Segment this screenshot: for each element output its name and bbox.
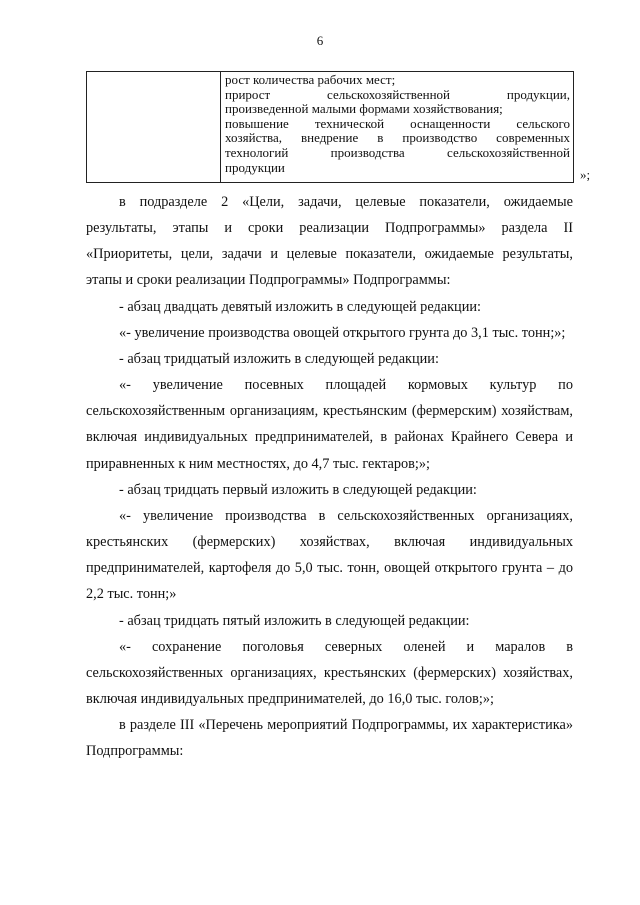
paragraph: «- увеличение производства в сельскохозяйственных организациях, крестьянских (фермерских) хозяйствах, включая индивидуальных предпринимателей, картофеля до 5,0 тыс. тонн, овощей открытого грунта – до 2,2 тыс. тонн;» [86, 507, 573, 603]
paragraph: «- увеличение посевных площадей кормовых культур по сельскохозяйственным организациям, крестьянским (фермерским) хозяйствам, включая индивидуальных предпринимателей, в районах Крайнего Севера и приравненных к ним местностях, до 4,7 тыс. гектаров;»; [86, 377, 573, 472]
table-line: произведенной малыми формами хозяйствования; [225, 101, 503, 117]
paragraph: в подразделе 2 «Цели, задачи, целевые показатели, ожидаемые результаты, этапы и сроки реализации Подпрограммы» раздела II «Приоритеты, цели, задачи и целевые показатели, ожидаемые результаты, этапы и сроки реализации Подпрограммы» Подпрограммы: [86, 194, 573, 289]
program-table [86, 71, 574, 183]
table-closing-quote: »; [580, 167, 591, 182]
table-line: хозяйства, внедрение в производство современных [225, 130, 570, 146]
table-results-cell [225, 73, 570, 175]
page-number: 6 [316, 33, 324, 48]
paragraph: - абзац двадцать девятый изложить в следующей редакции: [119, 298, 481, 315]
table-column-divider [220, 72, 221, 182]
table-line: продукции [225, 159, 285, 175]
document-body [86, 189, 573, 764]
paragraph: - абзац тридцать пятый изложить в следующей редакции: [119, 612, 470, 629]
paragraph: «- увеличение производства овощей открытого грунта до 3,1 тыс. тонн;»; [119, 324, 566, 341]
table-line: повышение технической оснащенности сельского [225, 115, 570, 131]
table-line: прирост сельскохозяйственной продукции, [225, 86, 570, 102]
paragraph: - абзац тридцать первый изложить в следующей редакции: [119, 481, 477, 498]
table-line: рост количества рабочих мест; [225, 72, 396, 87]
paragraph: в разделе III «Перечень мероприятий Подпрограммы, их характеристика» Подпрограммы: [86, 717, 573, 760]
table-line: технологий производства сельскохозяйственной [225, 144, 570, 160]
paragraph: «- сохранение поголовья северных оленей и маралов в сельскохозяйственных организациях, крестьянских (фермерских) хозяйствах, включая индивидуальных предпринимателей, до 16,0 тыс. голов;»; [86, 638, 573, 707]
paragraph: - абзац тридцатый изложить в следующей редакции: [119, 350, 439, 367]
